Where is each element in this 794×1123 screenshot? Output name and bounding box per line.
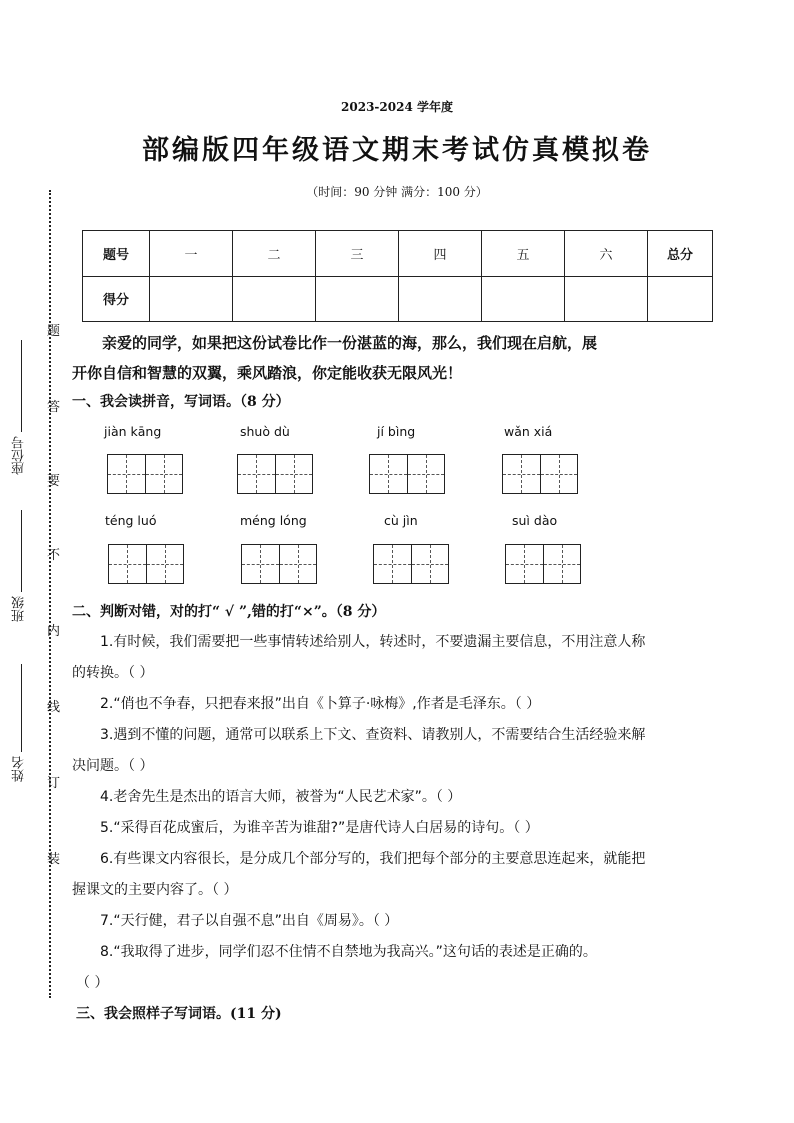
seal-char: 要 [47,474,61,489]
question-line: （ ） [76,975,109,991]
score-table-score-row [83,276,713,322]
section2-title: 二、判断对错，对的打“ √ ”,错的打“×”。（8 分） [72,604,386,620]
score-cell[interactable] [648,276,713,322]
table-header-cell: 二 [233,231,316,277]
exam-time-info: （时间：90 分钟 满分：100 分） [306,185,488,199]
seat-number-label: 座位号 [12,436,27,475]
question-line: 8.“我取得了进步，同学们忍不住情不自禁地为我高兴。”这句话的表述是正确的。 [100,944,597,960]
writing-grid[interactable] [107,454,183,494]
table-header-cell: 总分 [648,231,713,277]
score-cell[interactable] [233,276,316,322]
writing-grid[interactable] [505,544,581,584]
seal-char: 不 [47,548,61,563]
name-underline [21,664,22,752]
pinyin-label: shuò dù [240,424,290,439]
page-title: 部编版四年级语文期末考试仿真模拟卷 [142,135,652,166]
class-label: 班级 [12,596,27,622]
score-cell[interactable] [482,276,565,322]
writing-grid[interactable] [241,544,317,584]
seal-char: 内 [47,624,61,639]
intro-paragraph [72,328,727,388]
table-header-cell: 题号 [83,231,150,277]
seal-char: 装 [47,852,61,867]
name-label: 姓名 [12,756,27,782]
seal-char: 答 [47,400,61,415]
score-cell[interactable] [150,276,233,322]
writing-grid[interactable] [237,454,313,494]
pinyin-label: jiàn kāng [104,424,162,439]
question-line: 7.“天行健，君子以自强不息”出自《周易》。（ ） [100,913,399,929]
writing-grid[interactable] [502,454,578,494]
table-header-cell: 六 [565,231,648,277]
question-line: 握课文的主要内容了。（ ） [72,882,238,898]
pinyin-label: wǎn xiá [504,424,553,439]
score-table-header-row [83,231,713,277]
intro-line: 亲爱的同学，如果把这份试卷比作一份湛蓝的海，那么，我们现在启航，展 [102,334,598,352]
writing-grid[interactable] [369,454,445,494]
question-line: 6.有些课文内容很长，是分成几个部分写的，我们把每个部分的主要意思连起来，就能把 [100,851,646,867]
question-line: 2.“俏也不争春，只把春来报”出自《卜算子·咏梅》,作者是毛泽东。（ ） [100,696,541,712]
binding-dotted-line [49,190,51,998]
score-row-label: 得分 [83,276,150,322]
judgement-questions [72,627,727,999]
question-line: 1.有时候，我们需要把一些事情转述给别人，转述时，不要遗漏主要信息，不用注意人称 [100,634,646,650]
score-cell[interactable] [399,276,482,322]
question-line: 决问题。（ ） [72,758,154,774]
intro-line: 开你自信和智慧的双翼，乘风踏浪，你定能收获无限风光！ [72,364,463,382]
score-cell[interactable] [316,276,399,322]
question-line: 的转换。（ ） [72,665,154,681]
table-header-cell: 一 [150,231,233,277]
class-underline [21,510,22,592]
seal-char: 题 [47,324,61,339]
pinyin-label: méng lóng [240,513,307,528]
score-cell[interactable] [565,276,648,322]
score-table [82,230,713,322]
table-header-cell: 四 [399,231,482,277]
section1-title: 一、我会读拼音，写词语。（8 分） [72,394,290,410]
school-year: 2023-2024 学年度 [341,100,453,114]
pinyin-label: jí bìng [377,424,416,439]
table-header-cell: 五 [482,231,565,277]
writing-grid[interactable] [108,544,184,584]
table-header-cell: 三 [316,231,399,277]
seal-char: 订 [47,776,61,791]
writing-grid[interactable] [373,544,449,584]
seal-char: 线 [47,700,61,715]
pinyin-label: cù jìn [384,513,418,528]
seat-number-underline [21,340,22,432]
question-line: 4.老舍先生是杰出的语言大师，被誉为“人民艺术家”。（ ） [100,789,462,805]
pinyin-label: suì dào [512,513,558,528]
pinyin-label: téng luó [105,513,157,528]
question-line: 3.遇到不懂的问题，通常可以联系上下文、查资料、请教别人，不需要结合生活经验来解 [100,727,646,743]
question-line: 5.“采得百花成蜜后，为谁辛苦为谁甜?”是唐代诗人白居易的诗句。（ ） [100,820,539,836]
section3-title: 三、我会照样子写词语。(11 分) [76,1006,282,1022]
